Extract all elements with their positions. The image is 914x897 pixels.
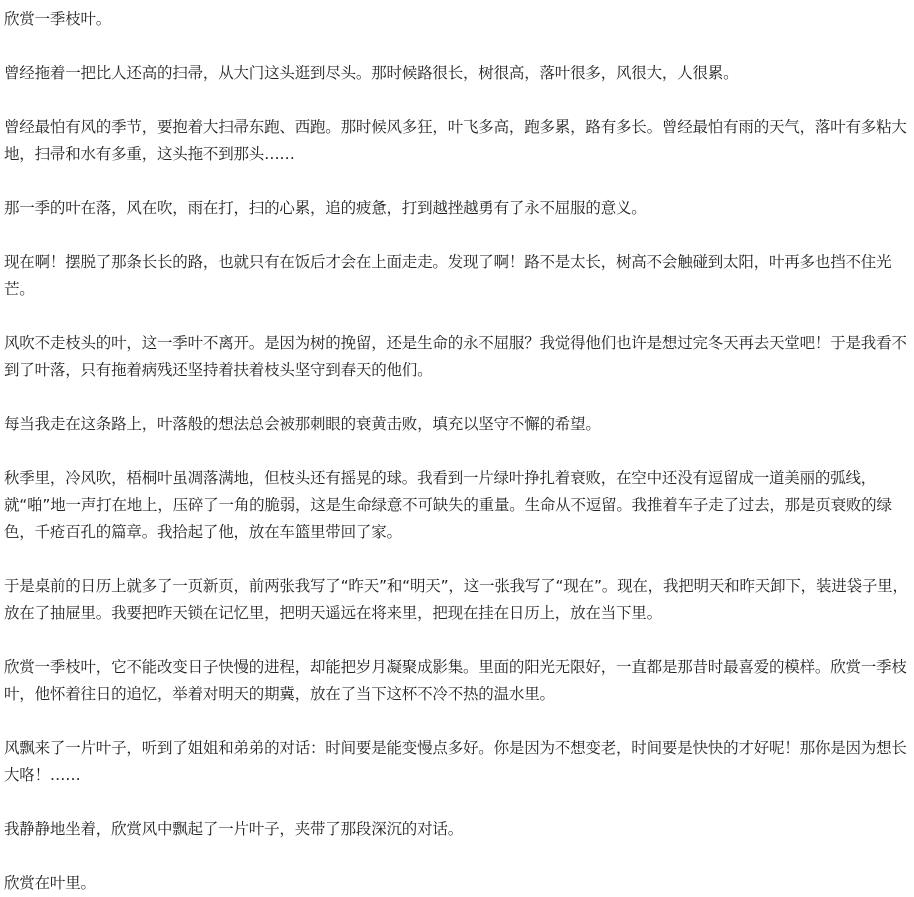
paragraph-4: 那一季的叶在落，风在吹，雨在打，扫的心累，追的疲惫，打到越挫越勇有了永不屈服的意义。 xyxy=(4,199,647,217)
paragraph-11: 风飘来了一片叶子，听到了姐姐和弟弟的对话：时间要是能变慢点多好。你是因为不想变老，时间要是快快的才好呢！那你是因为想长大咯！…… xyxy=(4,739,907,784)
paragraph-1: 欣赏一季枝叶。 xyxy=(4,10,112,28)
paragraph-8: 秋季里，冷风吹，梧桐叶虽凋落满地，但枝头还有摇晃的球。我看到一片绿叶挣扎着衰败，在空中还没有逗留成一道美丽的弧线，就“啪”地一声打在地上，压碎了一角的脆弱，这是生命绿意不可缺失的重量。生命从不逗留。我推着车子走了过去，那是页衰败的绿色，千疮百孔的篇章。我拾起了他，放在车篮里带回了家。 xyxy=(4,469,892,541)
paragraph-3: 曾经最怕有风的季节，要抱着大扫帚东跑、西跑。那时候风多狂，叶飞多高，跑多累，路有多长。曾经最怕有雨的天气，落叶有多粘大地，扫帚和水有多重，这头拖不到那头…… xyxy=(4,118,907,163)
paragraph-2: 曾经拖着一把比人还高的扫帚，从大门这头逛到尽头。那时候路很长，树很高，落叶很多，风很大，人很累。 xyxy=(4,64,739,82)
paragraph-9: 于是桌前的日历上就多了一页新页，前两张我写了“昨天”和“明天”，这一张我写了“现在”。现在，我把明天和昨天卸下，装进袋子里，放在了抽屉里。我要把昨天锁在记忆里，把明天遥远在将来里，把现在挂在日历上，放在当下里。 xyxy=(4,577,908,622)
paragraph-13: 欣赏在叶里。 xyxy=(4,874,96,892)
paragraph-10: 欣赏一季枝叶，它不能改变日子快慢的进程，却能把岁月凝聚成影集。里面的阳光无限好，一直都是那昔时最喜爱的模样。欣赏一季枝叶，他怀着往日的追忆，举着对明天的期冀，放在了当下这杯不冷不热的温水里。 xyxy=(4,658,907,703)
paragraph-6: 风吹不走枝头的叶，这一季叶不离开。是因为树的挽留，还是生命的永不屈服？我觉得他们也许是想过完冬天再去天堂吧！于是我看不到了叶落，只有拖着病残还坚持着扶着枝头坚守到春天的他们。 xyxy=(4,334,907,379)
paragraph-5: 现在啊！摆脱了那条长长的路，也就只有在饭后才会在上面走走。发现了啊！路不是太长，树高不会触碰到太阳，叶再多也挡不住光芒。 xyxy=(4,253,892,298)
paragraph-12: 我静静地坐着，欣赏风中飘起了一片叶子，夹带了那段深沉的对话。 xyxy=(4,820,464,838)
paragraph-7: 每当我走在这条路上，叶落般的想法总会被那刺眼的衰黄击败，填充以坚守不懈的希望。 xyxy=(4,415,601,433)
